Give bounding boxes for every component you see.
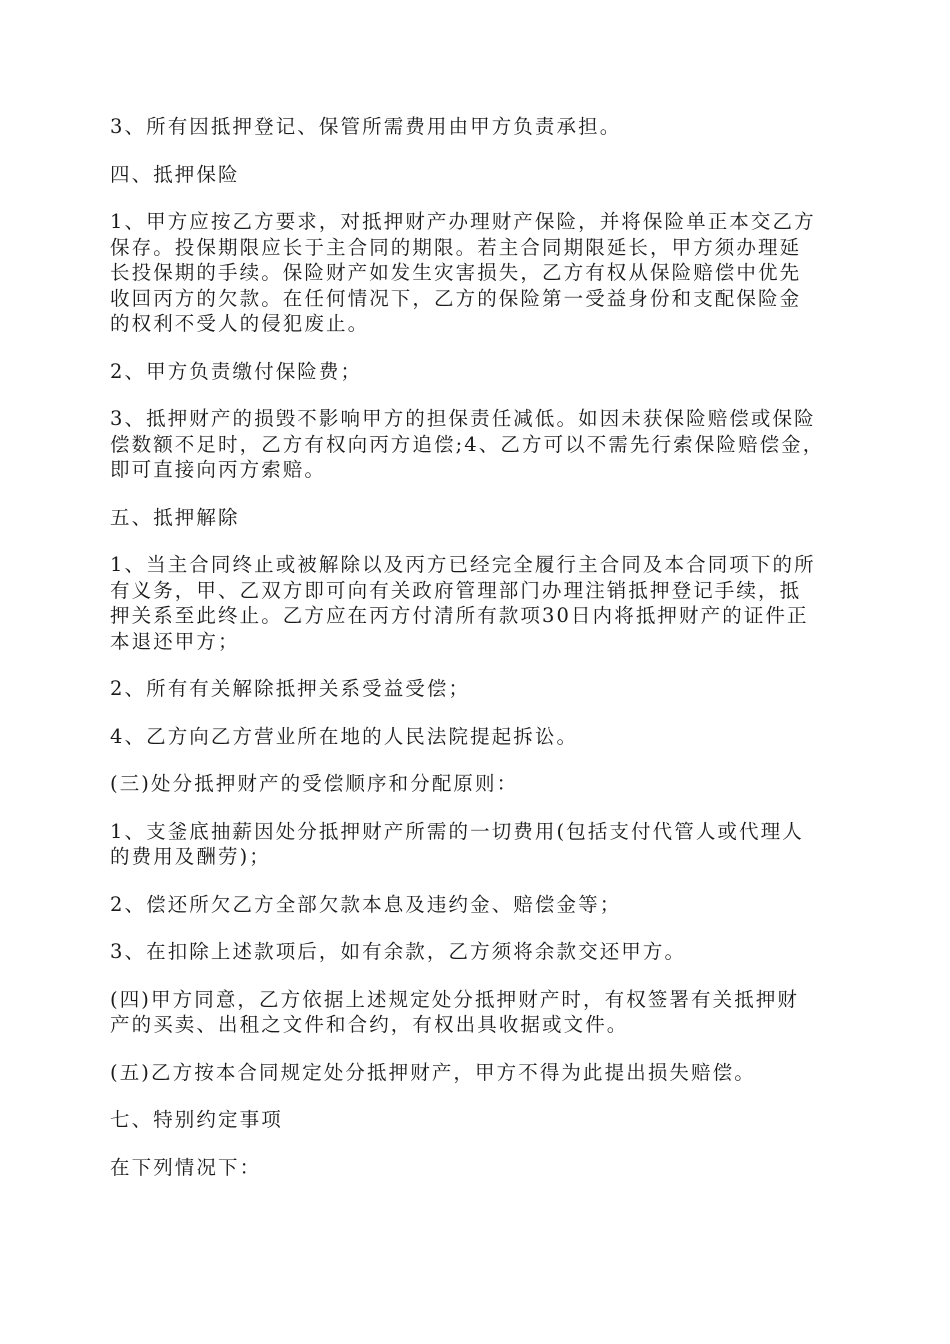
paragraph-surplus-return: 3、在扣除上述款项后，如有余款，乙方须将余款交还甲方。 <box>110 940 687 963</box>
paragraph-insurance-requirement: 1、甲方应按乙方要求，对抵押财产办理财产保险，并将保险单正本交乙方 保存。投保期限应长于主合同的期限。若主合同期限延长，甲方须办理延 长投保期的手续。保险财产如发生灾害损失，乙方有权从保险赔偿中优先 收回丙方的欠款。在任何情况下，乙方的保险第一受益身份和支配保险金 的权利不受人的侵犯废止。 <box>110 210 816 335</box>
section-heading-release: 五、抵押解除 <box>110 505 240 529</box>
paragraph-disposal-costs: 1、支釜底抽薪因处分抵押财产所需的一切费用(包括支付代管人或代理人 的费用及酬劳)； <box>110 819 804 868</box>
section-heading-insurance: 四、抵押保险 <box>110 162 240 186</box>
paragraph-litigation: 4、乙方向乙方营业所在地的人民法院提起拆讼。 <box>110 724 579 748</box>
paragraph-authority-consent: (四)甲方同意，乙方依据上述规定处分抵押财产时，有权签署有关抵押财 产的买卖、出租之文件和合约，有权出具收据或文件。 <box>110 987 800 1036</box>
section-heading-special-terms: 七、特别约定事项 <box>110 1108 283 1131</box>
paragraph-repay-debt: 2、偿还所欠乙方全部欠款本息及违约金、赔偿金等； <box>110 892 622 916</box>
paragraph-insurance-fee: 2、甲方负责缴付保险费； <box>110 359 363 383</box>
paragraph-release-conditions: 1、当主合同终止或被解除以及丙方已经完全履行主合同及本合同项下的所 有义务，甲、乙双方即可向有关政府管理部门办理注销抵押登记手续，抵 押关系至此终止。乙方应在丙方付清所有款项30日内将抵押财产的证件正 本退还甲方； <box>110 553 816 653</box>
paragraph-following-cases: 在下列情况下： <box>110 1155 262 1179</box>
paragraph-fee-responsibility: 3、所有因抵押登记、保管所需费用由甲方负责承担。 <box>110 115 622 138</box>
paragraph-no-compensation: (五)乙方按本合同规定处分抵押财产，甲方不得为此提出损失赔偿。 <box>110 1060 756 1084</box>
paragraph-release-compensation: 2、所有有关解除抵押关系受益受偿； <box>110 677 471 700</box>
paragraph-damage-liability: 3、抵押财产的损毁不影响甲方的担保责任减低。如因未获保险赔偿或保险 偿数额不足时，乙方有权向丙方追偿;4、乙方可以不需先行索保险赔偿金， 即可直接向丙方索赔。 <box>110 407 825 481</box>
document-body <box>110 114 844 1202</box>
subheading-distribution-order: (三)处分抵押财产的受偿顺序和分配原则： <box>110 772 519 795</box>
